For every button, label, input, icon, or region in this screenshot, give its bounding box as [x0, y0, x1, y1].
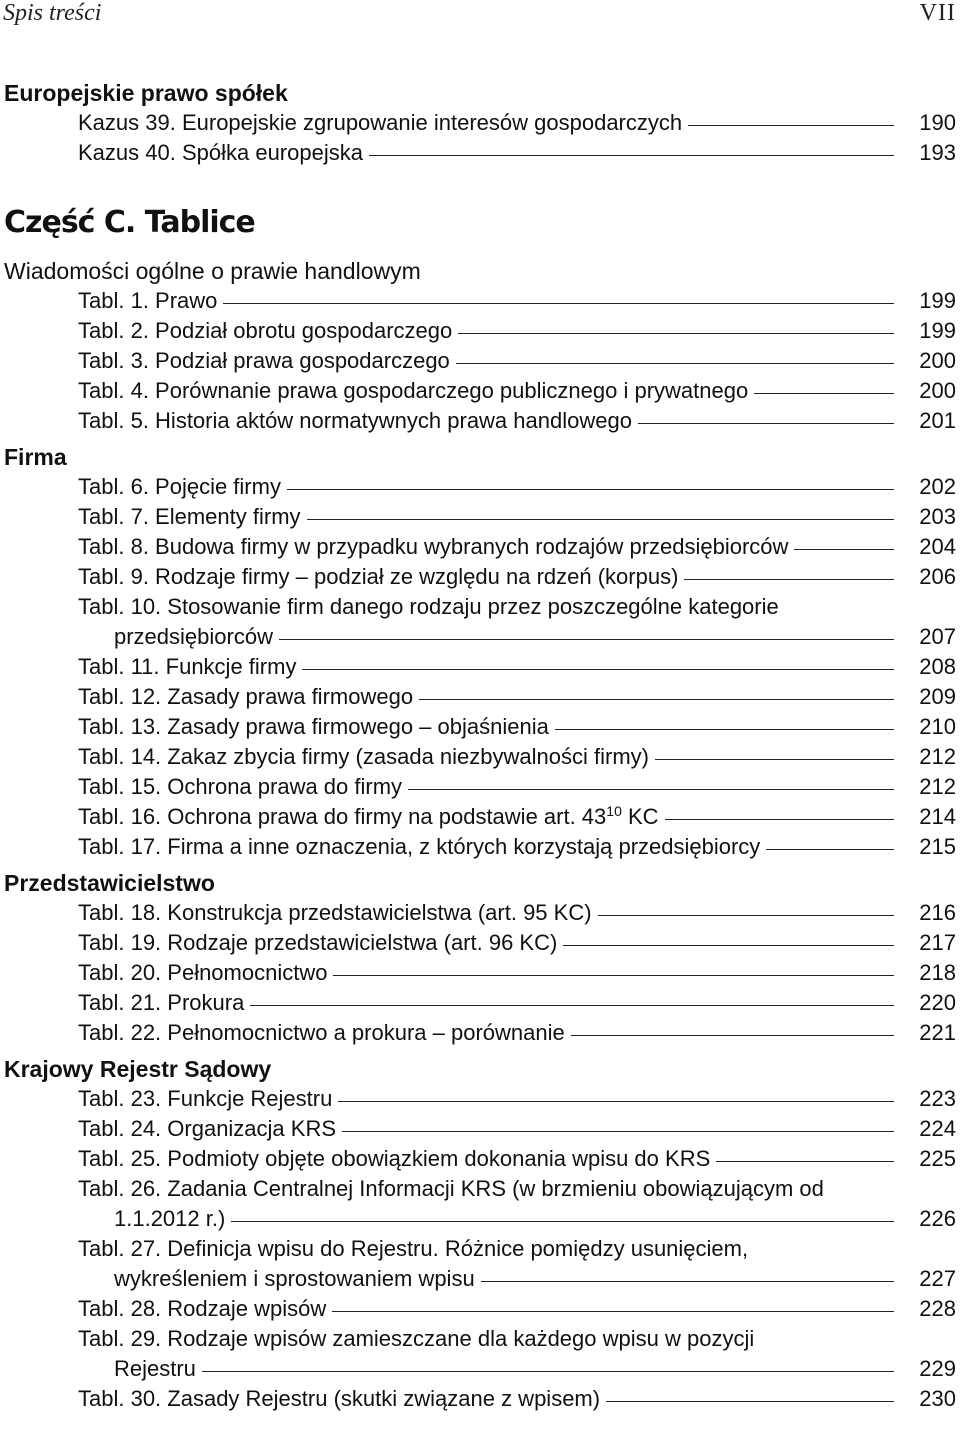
dotted-leader: [250, 1005, 894, 1006]
toc-entry-title: Tabl. 19. Rodzaje przedstawicielstwa (art. 96 KC): [78, 930, 558, 955]
dotted-leader: [369, 155, 894, 156]
toc-entry[interactable]: [0, 1384, 960, 1414]
toc-entry[interactable]: [0, 1114, 960, 1144]
toc-entry-title: Tabl. 2. Podział obrotu gospodarczego: [78, 318, 453, 343]
toc-entry-page: 193: [919, 140, 956, 165]
toc-entry-title: Tabl. 11. Funkcje firmy: [78, 654, 297, 679]
toc-entry-title-line2: wykreśleniem i sprostowaniem wpisu: [114, 1266, 475, 1291]
dotted-leader: [563, 945, 894, 946]
toc-entry-title-line1: Tabl. 27. Definicja wpisu do Rejestru. Różnice pomiędzy usunięciem,: [78, 1236, 749, 1261]
toc-entry-title: Tabl. 5. Historia aktów normatywnych prawa handlowego: [78, 408, 632, 433]
toc-entry[interactable]: [0, 1174, 960, 1234]
toc-entry[interactable]: [0, 742, 960, 772]
toc-entry-page: 190: [919, 110, 956, 135]
toc-entry[interactable]: [0, 898, 960, 928]
dotted-leader: [684, 579, 894, 580]
toc-entry[interactable]: [0, 928, 960, 958]
toc-entry[interactable]: [0, 682, 960, 712]
toc-entry-page: 201: [919, 408, 956, 433]
toc-entry-title: Tabl. 13. Zasady prawa firmowego – objaśnienia: [78, 714, 549, 739]
toc-entry-page: 229: [919, 1356, 956, 1381]
section-heading: Europejskie prawo spółek: [4, 80, 288, 106]
dotted-leader: [754, 393, 894, 394]
toc-entry-page: 208: [919, 654, 956, 679]
toc-entry[interactable]: [0, 1084, 960, 1114]
toc-entry[interactable]: [0, 532, 960, 562]
toc-entry[interactable]: [0, 1018, 960, 1048]
section-heading: Wiadomości ogólne o prawie handlowym: [4, 258, 421, 284]
toc-entry-title: Tabl. 6. Pojęcie firmy: [78, 474, 281, 499]
toc-entry-title: Tabl. 4. Porównanie prawa gospodarczego publicznego i prywatnego: [78, 378, 749, 403]
toc-entry-page: 202: [919, 474, 956, 499]
dotted-leader: [794, 549, 894, 550]
section-heading: Firma: [4, 444, 67, 470]
page-number: VII: [919, 0, 956, 26]
toc-entry-page: 215: [919, 834, 956, 859]
toc-entry-page: 226: [919, 1206, 956, 1231]
toc-entry[interactable]: [0, 1144, 960, 1174]
dotted-leader: [606, 1401, 894, 1402]
toc-entry-title-line2: przedsiębiorców: [114, 624, 273, 649]
toc-entry-title-suffix: KC: [621, 804, 659, 829]
dotted-leader: [688, 125, 894, 126]
superscript: 10: [606, 803, 622, 819]
dotted-leader: [638, 423, 894, 424]
toc-entry-title: Tabl. 7. Elementy firmy: [78, 504, 301, 529]
toc-entry[interactable]: [0, 108, 960, 138]
toc-entry[interactable]: [0, 1324, 960, 1384]
part-heading: Część C. Tablice: [4, 205, 255, 240]
toc-entry-page: 199: [919, 318, 956, 343]
toc-entry-title: Tabl. 28. Rodzaje wpisów: [78, 1296, 327, 1321]
toc-entry-title: Tabl. 15. Ochrona prawa do firmy: [78, 774, 403, 799]
toc-entry-page: 209: [919, 684, 956, 709]
toc-entry-title: Tabl. 8. Budowa firmy w przypadku wybranych rodzajów przedsiębiorców: [78, 534, 789, 559]
toc-entry-title: Tabl. 20. Pełnomocnictwo: [78, 960, 328, 985]
toc-entry[interactable]: [0, 406, 960, 436]
dotted-leader: [342, 1131, 894, 1132]
toc-entry-page: 227: [919, 1266, 956, 1291]
toc-entry-page: 221: [919, 1020, 956, 1045]
toc-entry[interactable]: [0, 712, 960, 742]
toc-entry-page: 204: [919, 534, 956, 559]
toc-entry-title: Tabl. 21. Prokura: [78, 990, 245, 1015]
toc-entry-page: 203: [919, 504, 956, 529]
toc-entry-page: 210: [919, 714, 956, 739]
toc-entry-page: 216: [919, 900, 956, 925]
toc-entry-title-line1: Tabl. 26. Zadania Centralnej Informacji KRS (w brzmieniu obowiązującym od: [78, 1176, 824, 1201]
toc-entry-title: Tabl. 1. Prawo: [78, 288, 218, 313]
toc-entry[interactable]: [0, 1234, 960, 1294]
toc-entry[interactable]: [0, 346, 960, 376]
toc-entry[interactable]: [0, 1294, 960, 1324]
dotted-leader: [766, 849, 894, 850]
dotted-leader: [302, 669, 894, 670]
toc-entry[interactable]: [0, 562, 960, 592]
toc-entry-title: Tabl. 3. Podział prawa gospodarczego: [78, 348, 450, 373]
toc-entry-page: 199: [919, 288, 956, 313]
toc-entry-title: Tabl. 18. Konstrukcja przedstawicielstwa (art. 95 KC): [78, 900, 592, 925]
dotted-leader: [458, 333, 894, 334]
toc-entry[interactable]: [0, 958, 960, 988]
toc-entry-title: Tabl. 17. Firma a inne oznaczenia, z których korzystają przedsiębiorcy: [78, 834, 761, 859]
toc-entry[interactable]: [0, 652, 960, 682]
dotted-leader: [555, 729, 894, 730]
dotted-leader: [338, 1101, 894, 1102]
toc-entry-title: Tabl. 14. Zakaz zbycia firmy (zasada niezbywalności firmy): [78, 744, 649, 769]
running-head-title: Spis treści: [3, 0, 102, 26]
toc-entry[interactable]: [0, 592, 960, 652]
toc-entry-title: Kazus 39. Europejskie zgrupowanie interesów gospodarczych: [78, 110, 683, 135]
table-of-contents: [0, 78, 960, 1414]
toc-entry-page: 223: [919, 1086, 956, 1111]
toc-entry[interactable]: [0, 772, 960, 802]
toc-entry-title-line2: 1.1.2012 r.): [114, 1206, 226, 1231]
toc-entry-title: Tabl. 25. Podmioty objęte obowiązkiem dokonania wpisu do KRS: [78, 1146, 711, 1171]
toc-entry-page: 212: [919, 744, 956, 769]
dotted-leader: [408, 789, 894, 790]
toc-entry[interactable]: [0, 472, 960, 502]
running-head: [0, 0, 960, 30]
toc-entry[interactable]: [0, 316, 960, 346]
dotted-leader: [598, 915, 894, 916]
toc-entry[interactable]: [0, 286, 960, 316]
toc-entry[interactable]: [0, 802, 960, 832]
toc-entry-page: 200: [919, 378, 956, 403]
toc-entry[interactable]: [0, 502, 960, 532]
toc-entry-page: 225: [919, 1146, 956, 1171]
toc-entry-page: 212: [919, 774, 956, 799]
toc-entry-title-line2: Rejestru: [114, 1356, 196, 1381]
toc-entry-title: Tabl. 23. Funkcje Rejestru: [78, 1086, 333, 1111]
dotted-leader: [307, 519, 894, 520]
dotted-leader: [419, 699, 894, 700]
toc-entry-title: Kazus 40. Spółka europejska: [78, 140, 363, 165]
dotted-leader: [333, 975, 894, 976]
dotted-leader: [287, 489, 894, 490]
section-heading: Krajowy Rejestr Sądowy: [4, 1056, 272, 1082]
toc-entry-page: 200: [919, 348, 956, 373]
toc-entry-page: 224: [919, 1116, 956, 1141]
dotted-leader: [456, 363, 894, 364]
dotted-leader: [655, 759, 894, 760]
dotted-leader: [279, 639, 894, 640]
dotted-leader: [223, 303, 894, 304]
dotted-leader: [332, 1311, 894, 1312]
toc-entry-title-line1: Tabl. 29. Rodzaje wpisów zamieszczane dla każdego wpisu w pozycji: [78, 1326, 755, 1351]
toc-entry-title-main: Tabl. 16. Ochrona prawa do firmy na podstawie art. 43: [78, 804, 607, 829]
toc-entry[interactable]: [0, 376, 960, 406]
dotted-leader: [571, 1035, 894, 1036]
toc-entry[interactable]: [0, 138, 960, 168]
toc-entry-title: Tabl. 22. Pełnomocnictwo a prokura – porównanie: [78, 1020, 565, 1045]
toc-entry-title: Tabl. 24. Organizacja KRS: [78, 1116, 337, 1141]
toc-entry[interactable]: [0, 988, 960, 1018]
toc-entry[interactable]: [0, 832, 960, 862]
toc-entry-title: Tabl. 30. Zasady Rejestru (skutki związane z wpisem): [78, 1386, 601, 1411]
dotted-leader: [202, 1371, 894, 1372]
dotted-leader: [231, 1221, 894, 1222]
toc-entry-page: 217: [919, 930, 956, 955]
toc-entry-title: Tabl. 12. Zasady prawa firmowego: [78, 684, 414, 709]
section-heading: Przedstawicielstwo: [4, 870, 215, 896]
toc-entry-page: 218: [919, 960, 956, 985]
toc-entry-page: 207: [919, 624, 956, 649]
dotted-leader: [665, 819, 894, 820]
toc-entry-title: [78, 802, 659, 832]
toc-entry-page: 206: [919, 564, 956, 589]
dotted-leader: [716, 1161, 894, 1162]
toc-entry-page: 214: [919, 804, 956, 829]
toc-entry-title-line1: Tabl. 10. Stosowanie firm danego rodzaju przez poszczególne kategorie: [78, 594, 779, 619]
toc-entry-title: Tabl. 9. Rodzaje firmy – podział ze względu na rdzeń (korpus): [78, 564, 679, 589]
toc-entry-page: 220: [919, 990, 956, 1015]
dotted-leader: [481, 1281, 894, 1282]
toc-entry-page: 230: [919, 1386, 956, 1411]
toc-entry-page: 228: [919, 1296, 956, 1321]
